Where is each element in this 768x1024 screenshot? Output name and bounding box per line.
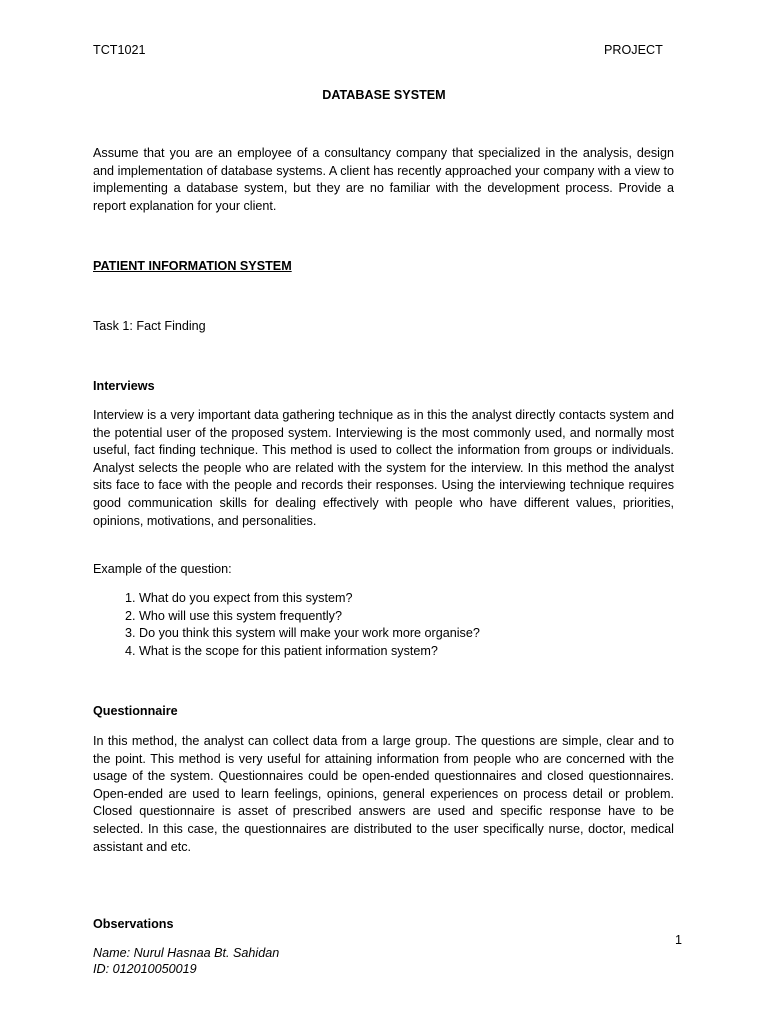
footer-id: ID: 012010050019 [93,961,197,976]
observations-heading: Observations [93,917,174,931]
document-title: DATABASE SYSTEM [322,88,446,102]
list-item: 4. What is the scope for this patient information system? [139,643,674,661]
page-number: 1 [675,933,683,947]
header-doc-type: PROJECT [604,43,663,57]
task-title: Task 1: Fact Finding [93,319,206,333]
list-item: 2. Who will use this system frequently? [139,608,674,626]
list-item: 3. Do you think this system will make your work more organise? [139,625,674,643]
question-list [93,590,674,660]
header-course-code: TCT1021 [93,43,146,57]
interviews-paragraph: Interview is a very important data gathering technique as in this the analyst directly contacts system and the potential user of the proposed system. Interviewing is the most commonly used, and normally most useful, fact finding technique. This method is used to collect the information from groups or individuals. Analyst selects the people who are related with the system for the interview. In this method the analyst sits face to face with the people and records their responses. Using the interviewing technique requires good communication skills for dealing effectively with people who have different values, priorities, opinions, motivations, and personalities. [93,408,674,528]
footer [93,946,279,977]
questionnaire-paragraph: In this method, the analyst can collect data from a large group. The questions are simple, clear and to the point. This method is very useful for attaining information from people who are concerned with the usage of the system. Questionnaires could be open-ended questionnaires and closed questionnaires. Open-ended are used to learn feelings, opinions, general experiences on process detail or problem. Closed questionnaire is asset of prescribed answers are used and specific response have to be selected. In this case, the questionnaires are distributed to the user specifically nurse, doctor, medical assistant and etc. [93,734,674,854]
list-item: 1. What do you expect from this system? [139,590,674,608]
footer-name: Name: Nurul Hasnaa Bt. Sahidan [93,946,280,960]
interviews-heading: Interviews [93,379,155,393]
questionnaire-heading: Questionnaire [93,704,178,718]
example-label: Example of the question: [93,562,232,576]
section-title: PATIENT INFORMATION SYSTEM [93,259,292,273]
intro-paragraph: Assume that you are an employee of a consultancy company that specialized in the analysis, design and implementation of database systems. A client has recently approached your company with a view to implementing a database system, but they are no familiar with the development process. Provide a report explanation for your client. [93,146,674,213]
